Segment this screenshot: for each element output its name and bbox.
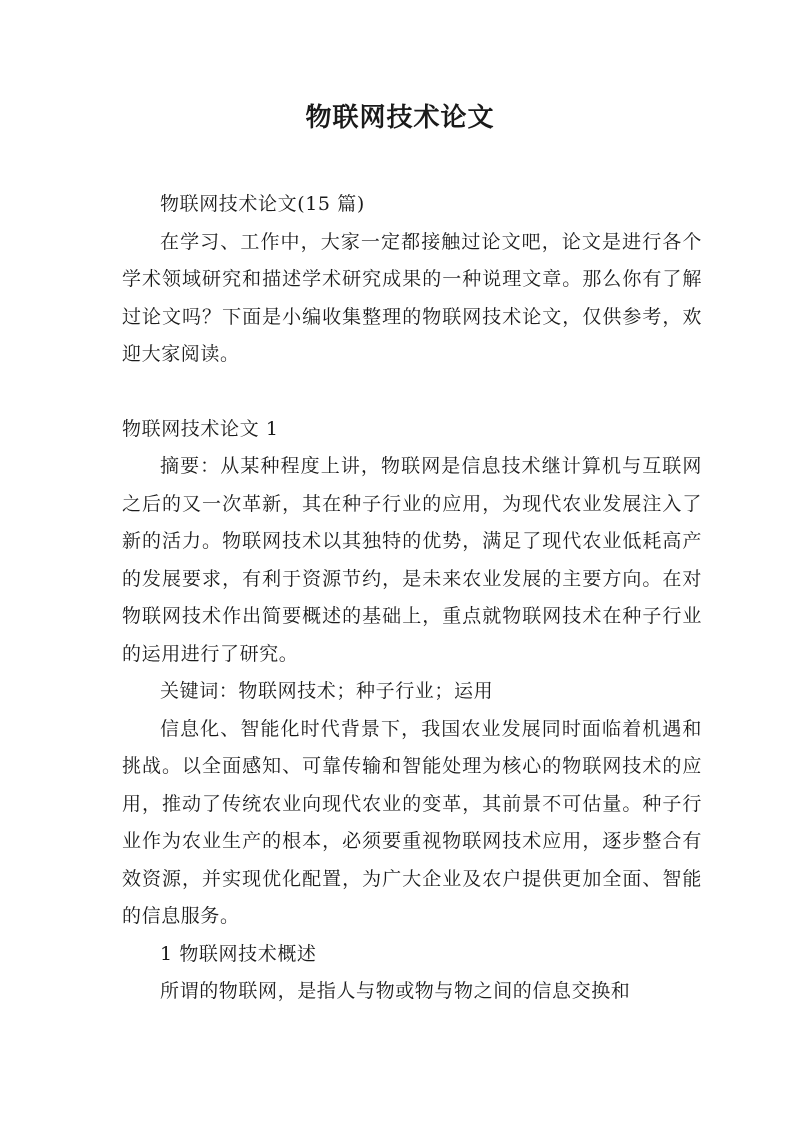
body-paragraph: 信息化、智能化时代背景下，我国农业发展同时面临着机遇和挑战。以全面感知、可靠传输和智能处理为核心的物联网技术的应用，推动了传统农业向现代农业的变革，其前景不可估量。种子行业作为农业生产的根本，必须要重视物联网技术应用，逐步整合有效资源，并实现优化配置，为广大企业及农户提供更加全面、智能的信息服务。 [122,717,702,927]
document-body [122,186,702,1011]
abstract-paragraph: 摘要：从某种程度上讲，物联网是信息技术继计算机与互联网之后的又一次革新，其在种子行业的应用，为现代农业发展注入了新的活力。物联网技术以其独特的优势，满足了现代农业低耗高产的发展要求，有利于资源节约，是未来农业发展的主要方向。在对物联网技术作出简要概述的基础上，重点就物联网技术在种子行业的运用进行了研究。 [122,455,702,665]
document-title: 物联网技术论文 [305,103,495,133]
intro-paragraph: 在学习、工作中，大家一定都接触过论文吧，论文是进行各个学术领域研究和描述学术研究成果的一种说理文章。那么你有了解过论文吗？下面是小编收集整理的物联网技术论文，仅供参考，欢迎大家阅读。 [122,230,702,365]
subtitle-paragraph: 物联网技术论文(15 篇) [160,193,365,215]
keywords-paragraph: 关键词：物联网技术；种子行业；运用 [160,680,494,702]
subsection-heading: 1 物联网技术概述 [160,942,317,965]
body-paragraph-continued: 所谓的物联网，是指人与物或物与物之间的信息交换和 [160,980,631,1002]
section-heading: 物联网技术论文 1 [122,417,279,440]
paragraph-gap [122,374,702,411]
